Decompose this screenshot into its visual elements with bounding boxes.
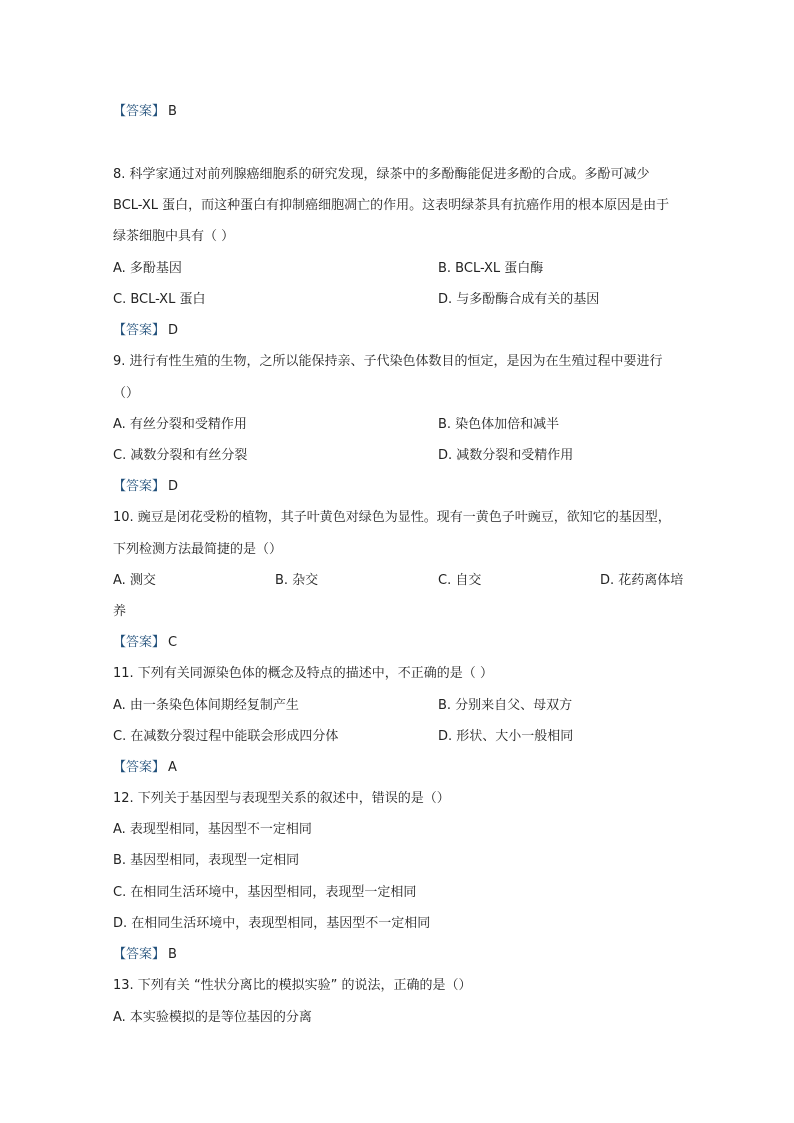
question-12-option-b: B. 基因型相同，表现型一定相同	[113, 853, 300, 868]
question-11-stem-line-1: 11. 下列有关同源染色体的概念及特点的描述中，不正确的是（ ）	[113, 666, 493, 681]
question-9-stem-line-2: （）	[113, 386, 140, 401]
question-8-stem-line-2: BCL-XL 蛋白，而这种蛋白有抑制癌细胞凋亡的作用。这表明绿茶具有抗癌作用的根本原因是由于	[113, 198, 670, 213]
question-10-stem-line-2: 下列检测方法最简捷的是（）	[113, 542, 283, 557]
answer-line	[113, 478, 178, 496]
question-10-option-c: C. 自交	[438, 573, 482, 588]
question-10-option-a: A. 测交	[113, 573, 156, 588]
question-11-option-b: B. 分别来自父、母双方	[438, 698, 573, 713]
answer-tag: 【答案】	[113, 760, 166, 775]
question-12-option-d: D. 在相同生活环境中，表现型相同，基因型不一定相同	[113, 916, 431, 931]
question-8-stem-line-1: 8. 科学家通过对前列腺癌细胞系的研究发现，绿茶中的多酚酶能促进多酚的合成。多酚可减少	[113, 167, 650, 182]
question-11-option-d: D. 形状、大小一般相同	[438, 729, 574, 744]
question-12-option-c: C. 在相同生活环境中，基因型相同，表现型一定相同	[113, 885, 417, 900]
answer-line	[113, 946, 177, 964]
question-9-option-d: D. 减数分裂和受精作用	[438, 448, 574, 463]
question-8-stem-line-3: 绿茶细胞中具有（ ）	[113, 229, 235, 244]
answer-value: D	[168, 479, 179, 494]
answer-tag: 【答案】	[113, 635, 166, 650]
question-8-option-c: C. BCL-XL 蛋白	[113, 292, 206, 307]
answer-line	[113, 322, 178, 340]
answer-tag: 【答案】	[113, 479, 166, 494]
answer-value: A	[168, 760, 177, 775]
answer-line	[113, 103, 177, 121]
answer-value: B	[168, 104, 177, 119]
answer-tag: 【答案】	[113, 104, 166, 119]
question-13-option-a: A. 本实验模拟的是等位基因的分离	[113, 1010, 312, 1025]
answer-tag: 【答案】	[113, 323, 166, 338]
question-12-option-a: A. 表现型相同，基因型不一定相同	[113, 822, 312, 837]
answer-line	[113, 759, 177, 777]
question-8-option-b: B. BCL-XL 蛋白酶	[438, 261, 544, 276]
question-9-stem-line-1: 9. 进行有性生殖的生物，之所以能保持亲、子代染色体数目的恒定，是因为在生殖过程中要进行	[113, 354, 663, 369]
question-13-stem-line-1: 13. 下列有关 “性状分离比的模拟实验” 的说法，正确的是（）	[113, 978, 472, 993]
question-11-option-c: C. 在减数分裂过程中能联会形成四分体	[113, 729, 339, 744]
answer-tag: 【答案】	[113, 947, 166, 962]
answer-line	[113, 634, 177, 652]
answer-value: B	[168, 947, 177, 962]
question-9-option-a: A. 有丝分裂和受精作用	[113, 417, 247, 432]
question-12-stem-line-1: 12. 下列关于基因型与表现型关系的叙述中，错误的是（）	[113, 791, 450, 806]
question-10-option-b: B. 杂交	[275, 573, 319, 588]
question-8-option-a: A. 多酚基因	[113, 261, 182, 276]
answer-value: D	[168, 323, 179, 338]
question-10-stem-line-1: 10. 豌豆是闭花受粉的植物，其子叶黄色对绿色为显性。现有一黄色子叶豌豆，欲知它的基因型，	[113, 510, 671, 525]
question-9-option-b: B. 染色体加倍和减半	[438, 417, 560, 432]
question-10-option-d: D. 花药离体培	[600, 573, 684, 588]
question-11-option-a: A. 由一条染色体间期经复制产生	[113, 698, 299, 713]
question-8-option-d: D. 与多酚酶合成有关的基因	[438, 292, 600, 307]
question-10-option-d-wrap: 养	[113, 604, 127, 619]
answer-value: C	[168, 635, 178, 650]
question-9-option-c: C. 减数分裂和有丝分裂	[113, 448, 248, 463]
